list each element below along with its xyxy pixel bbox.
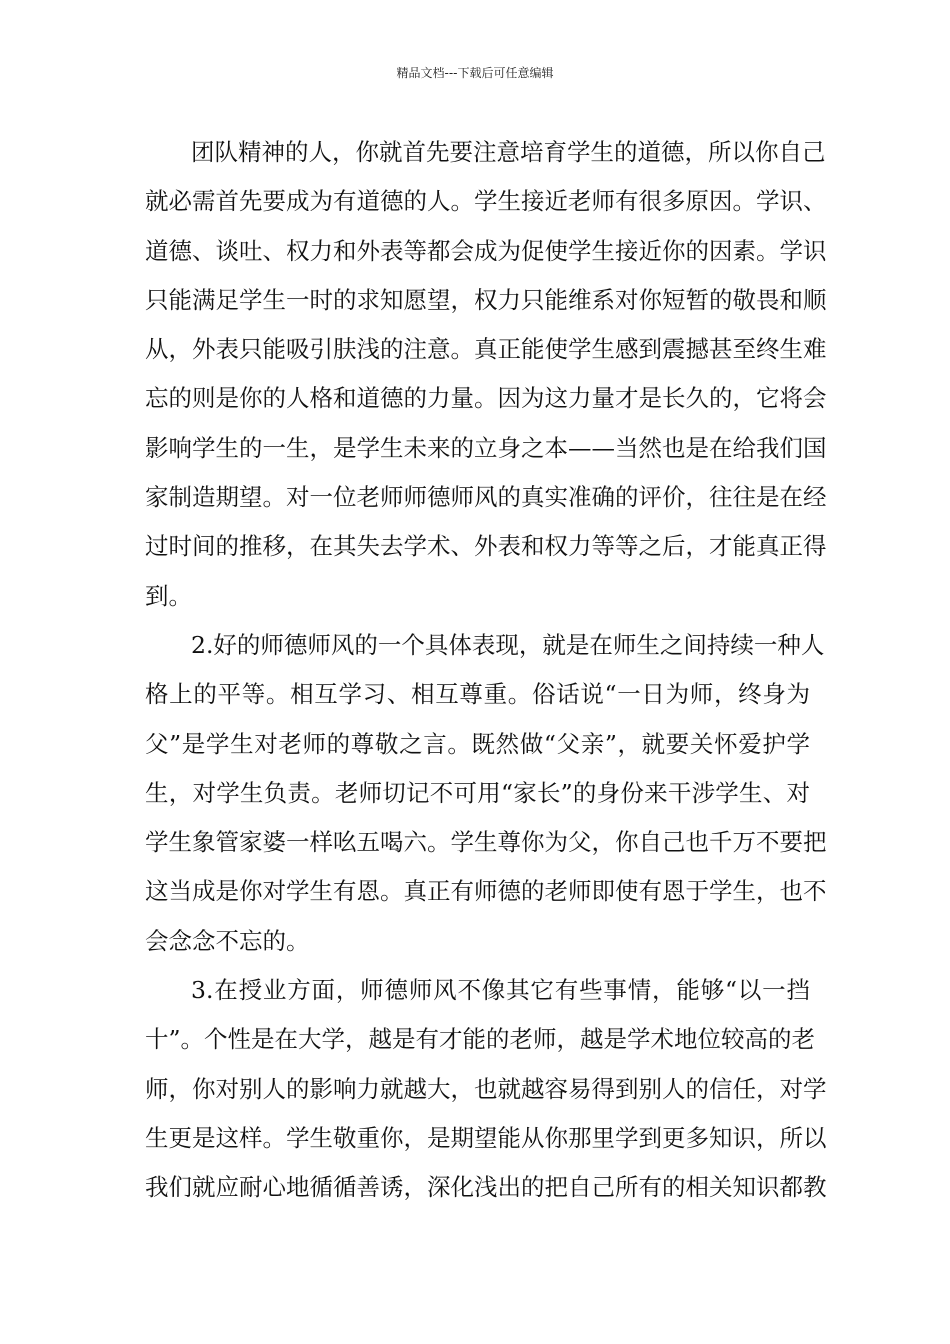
- text-line: 这当成是你对学生有恩。真正有师德的老师即使有恩于学生，也不: [145, 877, 827, 906]
- text-line: 生，对学生负责。老师切记不可用“家长”的身份来干涉学生、对: [145, 778, 810, 807]
- text-line: 道德、谈吐、权力和外表等都会成为促使学生接近你的因素。学识: [145, 236, 827, 265]
- text-line: 影响学生的一生，是学生未来的立身之本——当然也是在给我们国: [145, 433, 827, 462]
- text-line: 十”。个性是在大学，越是有才能的老师，越是学术地位较高的老: [145, 1025, 816, 1054]
- text-line: 学生象管家婆一样吆五喝六。学生尊你为父，你自己也千万不要把: [145, 828, 827, 857]
- text-line: 父”是学生对老师的尊敬之言。既然做“父亲”，就要关怀爱护学: [145, 729, 810, 758]
- text-line: 生更是这样。学生敬重你，是期望能从你那里学到更多知识，所以: [145, 1123, 827, 1152]
- text-line: 会念念不忘的。: [145, 926, 310, 955]
- text-line: 过时间的推移，在其失去学术、外表和权力等等之后，才能真正得: [145, 532, 827, 561]
- text-line: 师，你对别人的影响力就越大，也就越容易得到别人的信任，对学: [145, 1074, 827, 1103]
- text-line: 格上的平等。相互学习、相互尊重。俗话说“一日为师，终身为: [145, 680, 810, 709]
- text-line: 我们就应耐心地循循善诱，深化浅出的把自己所有的相关知识都教: [145, 1173, 827, 1202]
- text-line: 就必需首先要成为有道德的人。学生接近老师有很多原因。学识、: [145, 187, 827, 216]
- text-line: 团队精神的人，你就首先要注意培育学生的道德，所以你自己: [191, 138, 826, 166]
- text-line: 从，外表只能吸引肤浅的注意。真正能使学生感到震撼甚至终生难: [145, 335, 827, 364]
- paragraph-3: [145, 968, 827, 1214]
- paragraph-1: [145, 130, 827, 623]
- text-line: 只能满足学生一时的求知愿望，权力只能维系对你短暂的敬畏和顺: [145, 285, 827, 314]
- text-line: 忘的则是你的人格和道德的力量。因为这力量才是长久的，它将会: [145, 384, 827, 413]
- text-line: 3.在授业方面，师德师风不像其它有些事情，能够“以一挡: [191, 976, 810, 1005]
- text-line: 家制造期望。对一位老师师德师风的真实准确的评价，往往是在经: [145, 483, 827, 512]
- document-body: [145, 130, 827, 1215]
- page-header: 精品文档---下载后可任意编辑: [396, 66, 554, 80]
- paragraph-2: [145, 623, 827, 968]
- text-line: 2.好的师德师风的一个具体表现，就是在师生之间持续一种人: [191, 630, 825, 659]
- text-line: 到。: [145, 581, 192, 610]
